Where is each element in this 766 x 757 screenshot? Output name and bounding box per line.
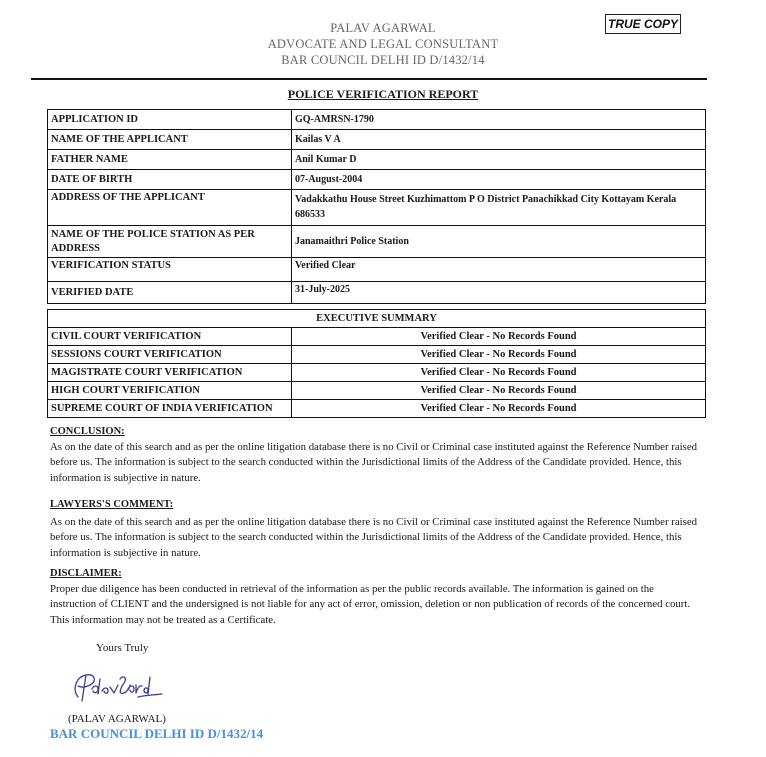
detail-label: VERIFICATION STATUS — [48, 258, 292, 282]
table-row — [48, 130, 706, 150]
table-row — [48, 110, 706, 130]
table-row — [48, 328, 706, 346]
summary-label: SUPREME COURT OF INDIA VERIFICATION — [48, 400, 292, 418]
detail-value: Vadakkathu House Street Kuzhimattom P O District Panachikkad City Kottayam Kerala 686533 — [292, 190, 706, 226]
lawyers-comment-heading: LAWYERS'S COMMENT: — [50, 499, 174, 510]
detail-value: 07-August-2004 — [292, 170, 706, 190]
summary-value: Verified Clear - No Records Found — [292, 400, 706, 418]
letterhead-bar-id: BAR COUNCIL DELHI ID D/1432/14 — [281, 53, 485, 67]
advocate-role: ADVOCATE AND LEGAL CONSULTANT — [267, 37, 499, 51]
true-copy-stamp: TRUE COPY — [605, 14, 681, 34]
lawyers-comment-text: As on the date of this search and as per the online litigation database there is no Civil or Criminal case instituted against the Reference Number raised before us. The information is subject to the search conducted within the Jurisdictional limits of the Address of the Candidate provided. Hence, this information is subjective in nature. — [50, 515, 698, 559]
table-row — [48, 382, 706, 400]
report-title: POLICE VERIFICATION REPORT — [287, 87, 479, 101]
detail-label: APPLICATION ID — [48, 110, 292, 130]
summary-label: HIGH COURT VERIFICATION — [48, 382, 292, 400]
detail-label: FATHER NAME — [48, 150, 292, 170]
disclaimer-text: Proper due diligence has been conducted in retrieval of the information as per the public records available. The information is gained on the instruction of CLIENT and the undersigned is not liable for any act of error, omission, deletion or non publication of records of the concerned court. This information may not be treated as a Certificate. — [50, 582, 691, 626]
detail-value: Kailas V A — [292, 130, 706, 150]
conclusion-section — [50, 424, 700, 486]
detail-label: DATE OF BIRTH — [48, 170, 292, 190]
summary-heading: EXECUTIVE SUMMARY — [48, 310, 706, 328]
summary-label: MAGISTRATE COURT VERIFICATION — [48, 364, 292, 382]
header-divider — [31, 78, 707, 80]
signatory-bar-id: BAR COUNCIL DELHI ID D/1432/14 — [50, 726, 264, 741]
summary-value: Verified Clear - No Records Found — [292, 328, 706, 346]
yours-truly: Yours Truly — [96, 642, 149, 654]
detail-value: 31-July-2025 — [292, 282, 706, 304]
detail-label: ADDRESS OF THE APPLICANT — [48, 190, 292, 226]
disclaimer-heading: DISCLAIMER: — [50, 568, 122, 579]
summary-label: SESSIONS COURT VERIFICATION — [48, 346, 292, 364]
table-row — [48, 226, 706, 258]
signatory-name: (PALAV AGARWAL) — [68, 713, 166, 725]
table-row — [48, 150, 706, 170]
summary-value: Verified Clear - No Records Found — [292, 382, 706, 400]
detail-value: Anil Kumar D — [292, 150, 706, 170]
detail-label: VERIFIED DATE — [48, 282, 292, 304]
summary-value: Verified Clear - No Records Found — [292, 364, 706, 382]
detail-value: Janamaithri Police Station — [292, 226, 706, 258]
advocate-name: PALAV AGARWAL — [330, 21, 436, 35]
table-row — [48, 346, 706, 364]
executive-summary-table — [47, 309, 706, 418]
summary-label: CIVIL COURT VERIFICATION — [48, 328, 292, 346]
detail-label: NAME OF THE POLICE STATION AS PER ADDRESS — [48, 226, 292, 258]
summary-value: Verified Clear - No Records Found — [292, 346, 706, 364]
conclusion-heading: CONCLUSION: — [50, 426, 125, 437]
table-row — [48, 310, 706, 328]
table-row — [48, 282, 706, 304]
table-row — [48, 400, 706, 418]
table-row — [48, 258, 706, 282]
table-row — [48, 170, 706, 190]
detail-value: Verified Clear — [292, 258, 706, 282]
detail-label: NAME OF THE APPLICANT — [48, 130, 292, 150]
applicant-details-table — [47, 109, 706, 304]
table-row — [48, 364, 706, 382]
lawyers-comment-section — [50, 497, 700, 561]
signature-image — [68, 667, 168, 707]
detail-value: GQ-AMRSN-1790 — [292, 110, 706, 130]
table-row — [48, 190, 706, 226]
disclaimer-section — [50, 566, 700, 628]
conclusion-text: As on the date of this search and as per the online litigation database there is no Civil or Criminal case instituted against the Reference Number raised before us. The information is subject to the search conducted within the Jurisdictional limits of the Address of the Candidate provided. Hence, this information is subjective in nature. — [50, 440, 698, 484]
